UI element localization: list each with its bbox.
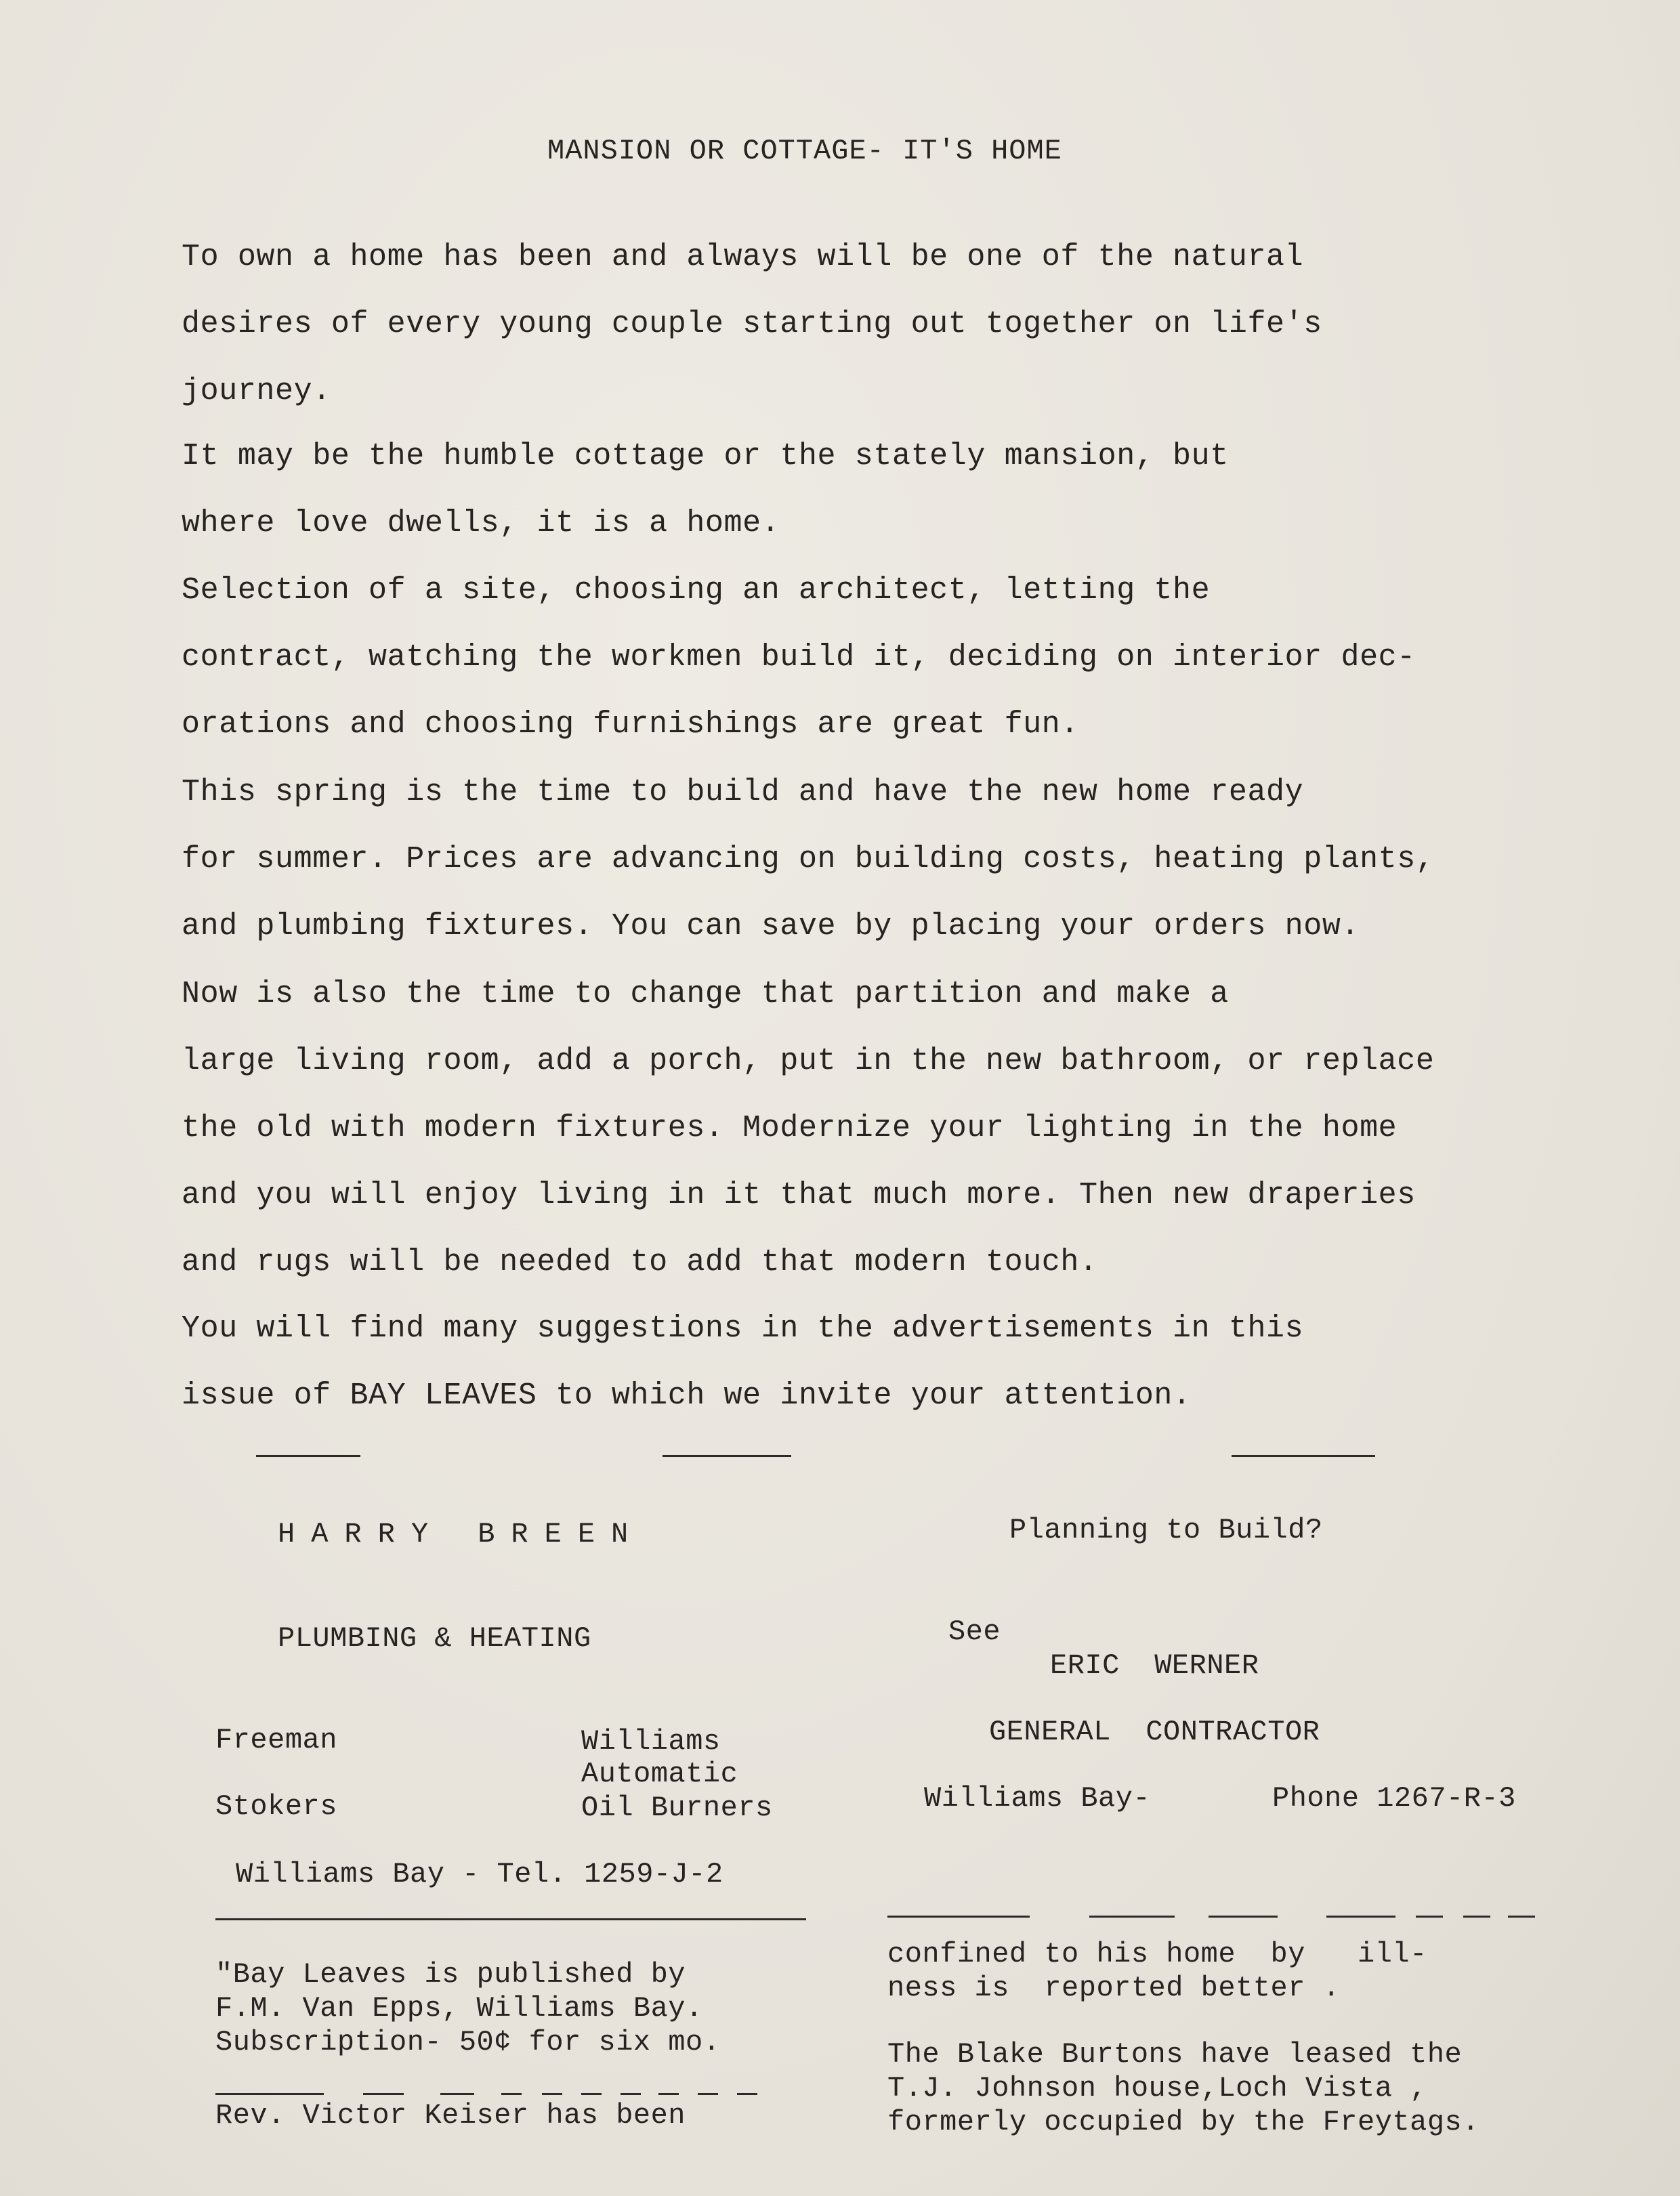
ad-werner-phone: Phone 1267-R-3 — [1272, 1782, 1516, 1815]
ad-werner-see: See — [948, 1616, 1001, 1648]
page-title: MANSION OR COTTAGE- IT'S HOME — [547, 135, 1062, 167]
ad-breen-trade: PLUMBING & HEATING — [278, 1622, 591, 1655]
dashed-rule — [581, 2093, 602, 2095]
separator-rule — [256, 1455, 360, 1457]
ad-breen-item2-line3: Oil Burners — [581, 1792, 773, 1824]
ad-werner-name: ERIC WERNER — [1050, 1649, 1259, 1682]
dashed-rule — [363, 2093, 404, 2095]
paragraph-1: To own a home has been and always will be one of the natural desires of every young couple starting out together on life's journey. — [182, 240, 1322, 408]
section-rule — [1209, 1916, 1278, 1918]
ad-werner-trade: GENERAL CONTRACTOR — [989, 1716, 1320, 1748]
paragraph-3: Selection of a site, choosing an architect, letting the contract, watching the workmen build it, deciding on interior dec- orations and choosing furnishings are great fun. — [182, 573, 1416, 742]
dashed-rule — [698, 2093, 718, 2095]
paragraph-4: This spring is the time to build and have the new home ready for summer. Prices are advancing on building costs, heating plants, and plumbing fixtures. You can save by placing your orders now. — [182, 775, 1435, 944]
dashed-rule — [542, 2093, 562, 2095]
section-rule — [1416, 1916, 1443, 1918]
dashed-rule — [215, 2093, 324, 2095]
news-left-line: Rev. Victor Keiser has been — [215, 2099, 686, 2132]
ad-breen-item1-line2: Stokers — [215, 1790, 337, 1823]
paragraph-6: You will find many suggestions in the advertisements in this issue of BAY LEAVES to which we invite your attention. — [182, 1311, 1304, 1413]
ad-breen-item1-line1: Freeman — [215, 1724, 337, 1756]
ad-breen-item2-line2: Automatic — [581, 1758, 738, 1790]
dashed-rule — [658, 2093, 679, 2095]
ad-breen-item2-line1: Williams — [581, 1725, 721, 1758]
paragraph-2: It may be the humble cottage or the stately mansion, but where love dwells, it is a home. — [182, 439, 1229, 541]
news-right-line-2: ness is reported better . — [887, 1972, 1341, 2004]
section-rule — [1508, 1916, 1535, 1918]
news-right-line-4: T.J. Johnson house,Loch Vista , — [887, 2072, 1427, 2105]
notice-line-2: F.M. Van Epps, Williams Bay. — [215, 1992, 703, 2025]
ad-breen-name: HARRY BREEN — [278, 1518, 645, 1550]
news-right-line-3: The Blake Burtons have leased the — [887, 2038, 1463, 2071]
dashed-rule — [501, 2093, 522, 2095]
separator-rule — [663, 1455, 791, 1457]
section-rule — [1326, 1916, 1395, 1918]
notice-line-1: "Bay Leaves is published by — [215, 1958, 686, 1991]
paragraph-5: Now is also the time to change that partition and make a large living room, add a porch, put in the new bathroom, or replace the old with modern fixtures. Modernize your lighting in the home and you will enjoy living in it that much more. Then new draperies and rugs will be needed to add that modern touch. — [182, 977, 1435, 1280]
ad-breen-contact: Williams Bay - Tel. 1259-J-2 — [236, 1858, 723, 1891]
section-rule — [1463, 1916, 1490, 1918]
section-rule — [1089, 1916, 1175, 1918]
news-right-line-1: confined to his home by ill- — [887, 1938, 1427, 1970]
notice-line-3: Subscription- 50¢ for six mo. — [215, 2026, 721, 2058]
news-right-line-5: formerly occupied by the Freytags. — [887, 2106, 1479, 2138]
dashed-rule — [621, 2093, 641, 2095]
section-rule — [887, 1916, 1030, 1918]
dashed-rule — [440, 2093, 474, 2095]
ad-werner-heading: Planning to Build? — [1009, 1514, 1323, 1546]
separator-rule — [1232, 1455, 1375, 1457]
section-rule — [215, 1918, 806, 1920]
dashed-rule — [737, 2093, 757, 2095]
ad-werner-location: Williams Bay- — [924, 1782, 1151, 1815]
